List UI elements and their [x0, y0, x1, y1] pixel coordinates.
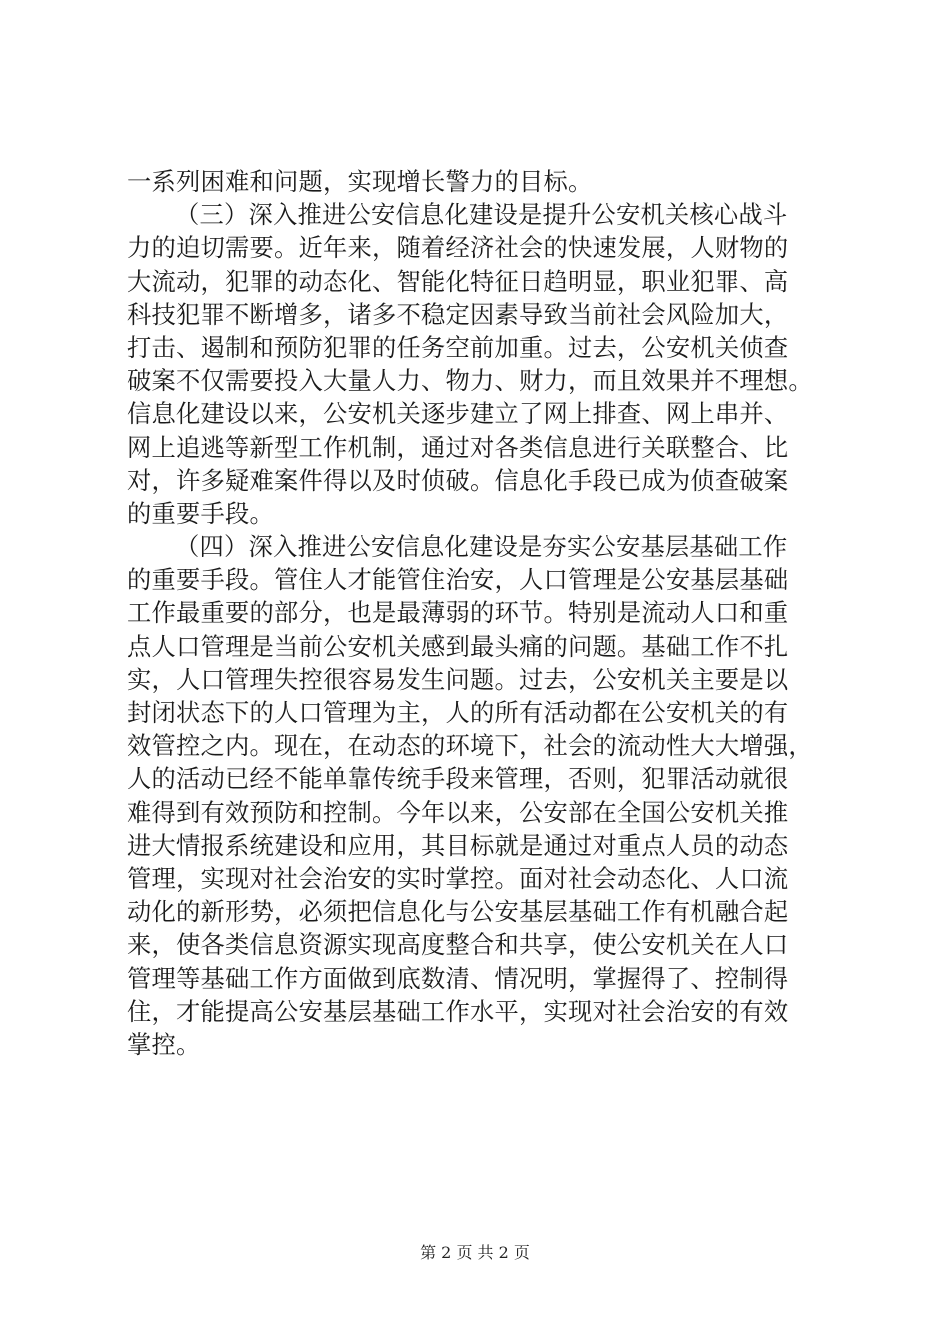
text-line: 的重要手段。管住人才能管住治安，人口管理是公安基层基础 [127, 565, 789, 595]
text-line: 来，使各类信息资源实现高度整合和共享，使公安机关在人口 [127, 930, 789, 960]
text-line: 管理，实现对社会治安的实时掌控。面对社会动态化、人口流 [127, 863, 789, 893]
text-line: 一系列困难和问题，实现增长警力的目标。 [127, 167, 593, 196]
text-line: 掌控。 [127, 1029, 201, 1059]
text-line: 动化的新形势，必须把信息化与公安基层基础工作有机融合起 [127, 897, 789, 927]
text-line: 效管控之内。现在，在动态的环境下，社会的流动性大大增强， [127, 731, 813, 761]
text-line: 工作最重要的部分，也是最薄弱的环节。特别是流动人口和重 [127, 598, 789, 628]
text-line: 破案不仅需要投入大量人力、物力、财力，而且效果并不理想。 [127, 366, 813, 396]
document-body [127, 165, 862, 1061]
text-line: 人的活动已经不能单靠传统手段来管理，否则，犯罪活动就很 [127, 764, 789, 794]
text-line: 网上追逃等新型工作机制，通过对各类信息进行关联整合、比 [127, 432, 789, 462]
paragraph-3-first-line: （三）深入推进公安信息化建设是提升公安机关核心战斗 [175, 200, 788, 230]
text-line: 科技犯罪不断增多，诸多不稳定因素导致当前社会风险加大， [127, 299, 789, 329]
page-number-footer: 第 2 页 共 2 页 [420, 1243, 530, 1262]
text-line: 点人口管理是当前公安机关感到最头痛的问题。基础工作不扎 [127, 631, 789, 661]
text-line: 住，才能提高公安基层基础工作水平，实现对社会治安的有效 [127, 996, 789, 1026]
text-line: 实，人口管理失控很容易发生问题。过去，公安机关主要是以 [127, 664, 789, 694]
text-line: 大流动，犯罪的动态化、智能化特征日趋明显，职业犯罪、高 [127, 266, 789, 296]
text-line: 对，许多疑难案件得以及时侦破。信息化手段已成为侦查破案 [127, 465, 789, 495]
text-line: 进大情报系统建设和应用，其目标就是通过对重点人员的动态 [127, 830, 789, 860]
text-line: 的重要手段。 [127, 498, 274, 528]
text-line: 信息化建设以来，公安机关逐步建立了网上排查、网上串并、 [127, 399, 789, 429]
text-line: 管理等基础工作方面做到底数清、情况明，掌握得了、控制得 [127, 963, 789, 993]
paragraph-4-first-line: （四）深入推进公安信息化建设是夯实公安基层基础工作 [175, 532, 788, 562]
text-line: 打击、遏制和预防犯罪的任务空前加重。过去，公安机关侦查 [127, 332, 789, 362]
text-line: 力的迫切需要。近年来，随着经济社会的快速发展，人财物的 [127, 233, 789, 263]
text-line: 封闭状态下的人口管理为主，人的所有活动都在公安机关的有 [127, 698, 789, 727]
text-line: 难得到有效预防和控制。今年以来，公安部在全国公安机关推 [127, 797, 789, 827]
